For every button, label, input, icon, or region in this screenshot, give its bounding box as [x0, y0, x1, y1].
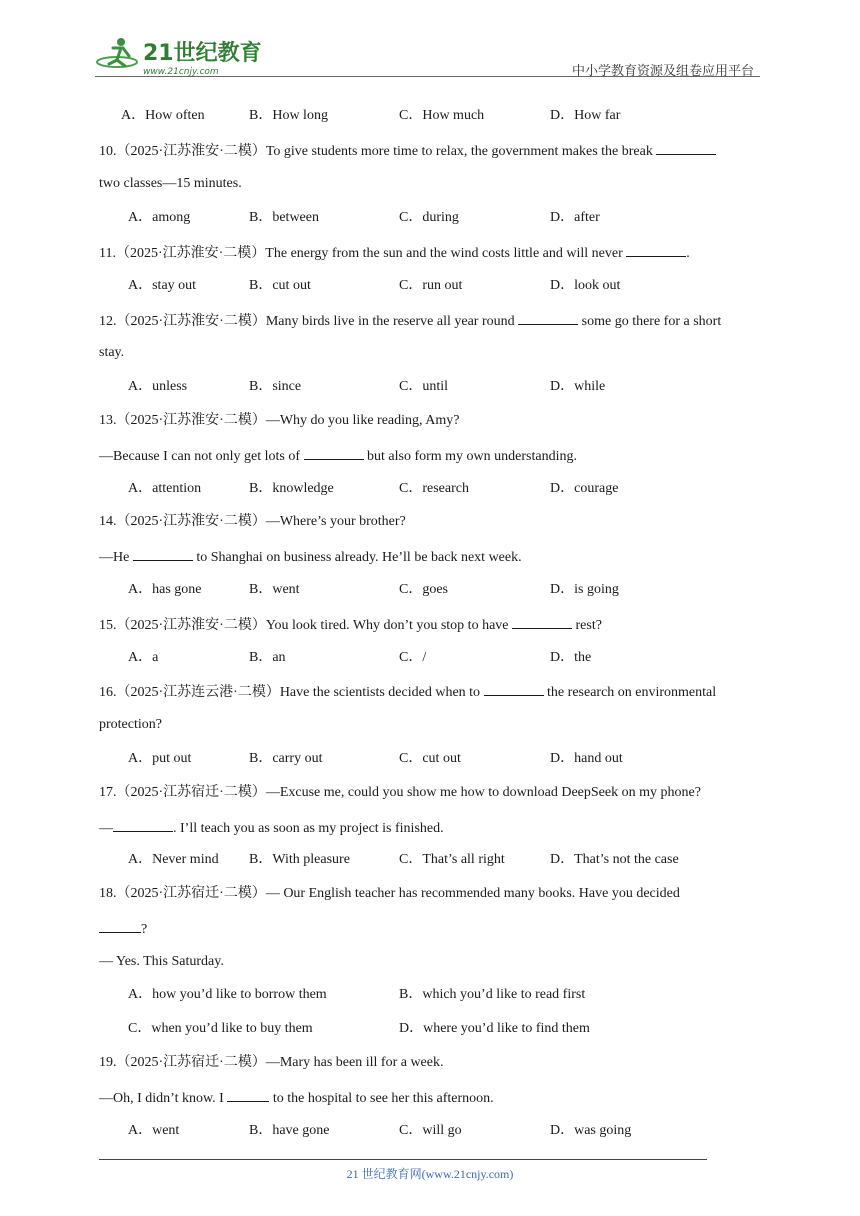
option-a: A．a: [128, 650, 159, 665]
answer-blank: [304, 446, 364, 460]
option-c: C．when you’d like to buy them: [128, 1021, 313, 1036]
option-d: D．courage: [550, 481, 619, 496]
option-d: D．That’s not the case: [550, 852, 679, 867]
option-c: C．until: [399, 379, 449, 394]
site-logo: [95, 34, 265, 76]
option-a: A．put out: [128, 751, 192, 766]
option-a: A．How often: [121, 108, 205, 123]
option-b: B．How long: [249, 108, 328, 123]
option-b: B．which you’d like to read first: [399, 987, 586, 1002]
option-b: B．went: [249, 582, 300, 597]
footer-link[interactable]: 21 世纪教育网(www.21cnjy.com): [346, 1167, 514, 1181]
option-b: B．With pleasure: [249, 852, 350, 867]
option-c: C．/: [399, 650, 427, 665]
option-a: A．unless: [128, 379, 188, 394]
answer-blank: [113, 818, 173, 832]
question-stem-cont: protection?: [99, 717, 162, 732]
answer-blank: [626, 243, 686, 257]
question-stem-cont: two classes—15 minutes.: [99, 176, 242, 191]
option-d: D．was going: [550, 1123, 632, 1138]
option-a: A．attention: [128, 481, 202, 496]
option-c: C．goes: [399, 582, 448, 597]
answer-blank: [656, 141, 716, 155]
option-b: B．carry out: [249, 751, 323, 766]
page-header: [95, 30, 760, 78]
option-d: D．while: [550, 379, 606, 394]
option-a: A．has gone: [128, 582, 202, 597]
question-stem: 14.（2025·江苏淮安·二模）—Where’s your brother?: [99, 514, 406, 529]
option-d: D．How far: [550, 108, 621, 123]
question-stem-cont: —He to Shanghai on business already. He’ll be back next week.: [99, 547, 522, 567]
answer-blank: [512, 615, 572, 629]
question-stem-cont: —Because I can not only get lots of but also form my own understanding.: [99, 446, 577, 466]
question-stem: 15.（2025·江苏淮安·二模）You look tired. Why don’t you stop to have rest?: [99, 615, 602, 635]
question-stem: 19.（2025·江苏宿迁·二模）—Mary has been ill for a week.: [99, 1055, 444, 1070]
answer-blank: [133, 547, 193, 561]
answer-blank: [518, 311, 578, 325]
option-d: D．hand out: [550, 751, 623, 766]
option-a: A．stay out: [128, 278, 197, 293]
question-stem: 17.（2025·江苏宿迁·二模）—Excuse me, could you show me how to download DeepSeek on my phone?: [99, 785, 701, 800]
option-b: B．cut out: [249, 278, 311, 293]
answer-blank: [227, 1088, 269, 1102]
option-b: B．an: [249, 650, 286, 665]
option-c: C．research: [399, 481, 469, 496]
option-b: B．between: [249, 210, 319, 225]
question-stem: 12.（2025·江苏淮安·二模）Many birds live in the reserve all year round some go there for a short: [99, 311, 721, 331]
svg-text:21世纪教育: 21世纪教育: [143, 41, 262, 66]
question-stem-cont: ?: [99, 919, 147, 939]
question-stem: 16.（2025·江苏连云港·二模）Have the scientists decided when to the research on environmental: [99, 682, 716, 702]
option-c: C．run out: [399, 278, 463, 293]
option-b: B．knowledge: [249, 481, 334, 496]
question-stem: 13.（2025·江苏淮安·二模）—Why do you like reading, Amy?: [99, 413, 460, 428]
question-stem: 10.（2025·江苏淮安·二模）To give students more time to relax, the government makes the break: [99, 141, 716, 161]
option-a: A．how you’d like to borrow them: [128, 987, 327, 1002]
option-d: D．after: [550, 210, 600, 225]
option-a: A．among: [128, 210, 191, 225]
option-c: C．during: [399, 210, 459, 225]
answer-blank: [99, 919, 141, 933]
answer-blank: [484, 682, 544, 696]
question-stem: 18.（2025·江苏宿迁·二模）— Our English teacher has recommended many books. Have you decided: [99, 886, 680, 901]
option-d: D．the: [550, 650, 592, 665]
header-divider: [95, 76, 760, 77]
option-c: C．How much: [399, 108, 485, 123]
option-c: C．cut out: [399, 751, 461, 766]
option-b: B．have gone: [249, 1123, 330, 1138]
question-stem-cont: — . I’ll teach you as soon as my project is finished.: [99, 818, 444, 838]
question-stem-cont: stay.: [99, 345, 125, 360]
dialogue-reply: — Yes. This Saturday.: [99, 954, 224, 969]
option-a: A．went: [128, 1123, 180, 1138]
option-c: C．That’s all right: [399, 852, 505, 867]
option-c: C．will go: [399, 1123, 462, 1138]
option-d: D．where you’d like to find them: [399, 1021, 590, 1036]
option-d: D．look out: [550, 278, 621, 293]
option-d: D．is going: [550, 582, 619, 597]
footer-divider: [99, 1159, 707, 1160]
option-b: B．since: [249, 379, 302, 394]
svg-text:www.21cnjy.com: www.21cnjy.com: [143, 67, 219, 76]
question-stem: 11.（2025·江苏淮安·二模）The energy from the sun and the wind costs little and will never .: [99, 243, 690, 263]
platform-name: 中小学教育资源及组卷应用平台: [571, 64, 754, 79]
question-stem-cont: —Oh, I didn’t know. I to the hospital to see her this afternoon.: [99, 1088, 494, 1108]
option-a: A．Never mind: [128, 852, 219, 867]
